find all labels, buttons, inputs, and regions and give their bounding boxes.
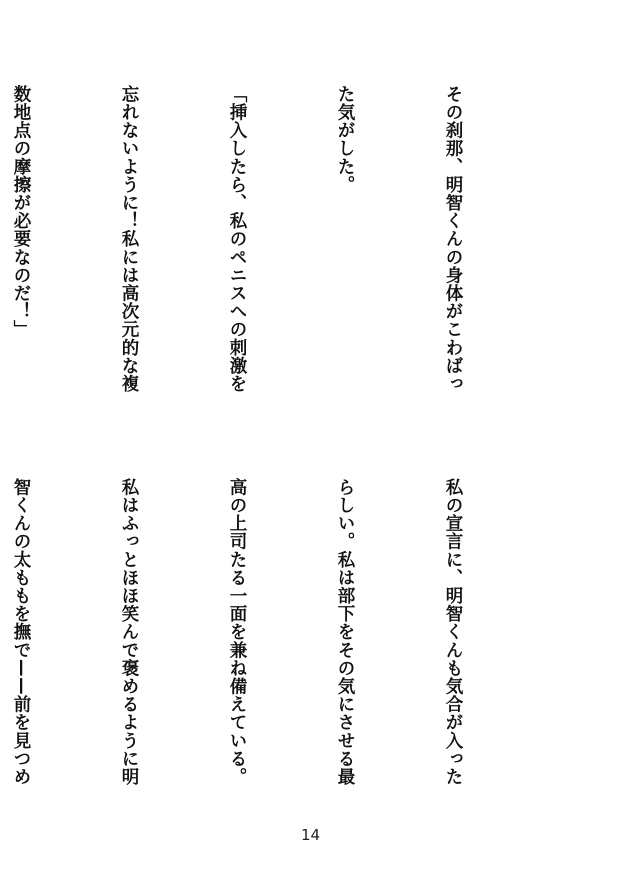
text-column: 「挿入したら、私のペニスへの刺激を — [227, 85, 247, 393]
text-column: 私の宣言に、明智くんも気合が入った — [443, 478, 463, 786]
bottom-text-block — [0, 478, 543, 818]
text-column: その刹那、明智くんの身体がこわばっ — [443, 85, 463, 393]
text-column: 忘れないように！私には高次元的な複 — [119, 85, 139, 393]
text-column: 智くんの太ももを撫で——前を見つめ — [11, 478, 31, 786]
top-text-block — [0, 85, 543, 445]
text-column: らしい。私は部下をその気にさせる最 — [335, 478, 355, 786]
text-column: 数地点の摩擦が必要なのだ！」 — [11, 85, 31, 339]
text-column: 私はふっとほほ笑んで褒めるように明 — [119, 478, 139, 786]
text-column: た気がした。 — [335, 85, 355, 194]
page-number: 14 — [300, 826, 321, 844]
text-column: 高の上司たる一面を兼ね備えている。 — [227, 478, 247, 786]
